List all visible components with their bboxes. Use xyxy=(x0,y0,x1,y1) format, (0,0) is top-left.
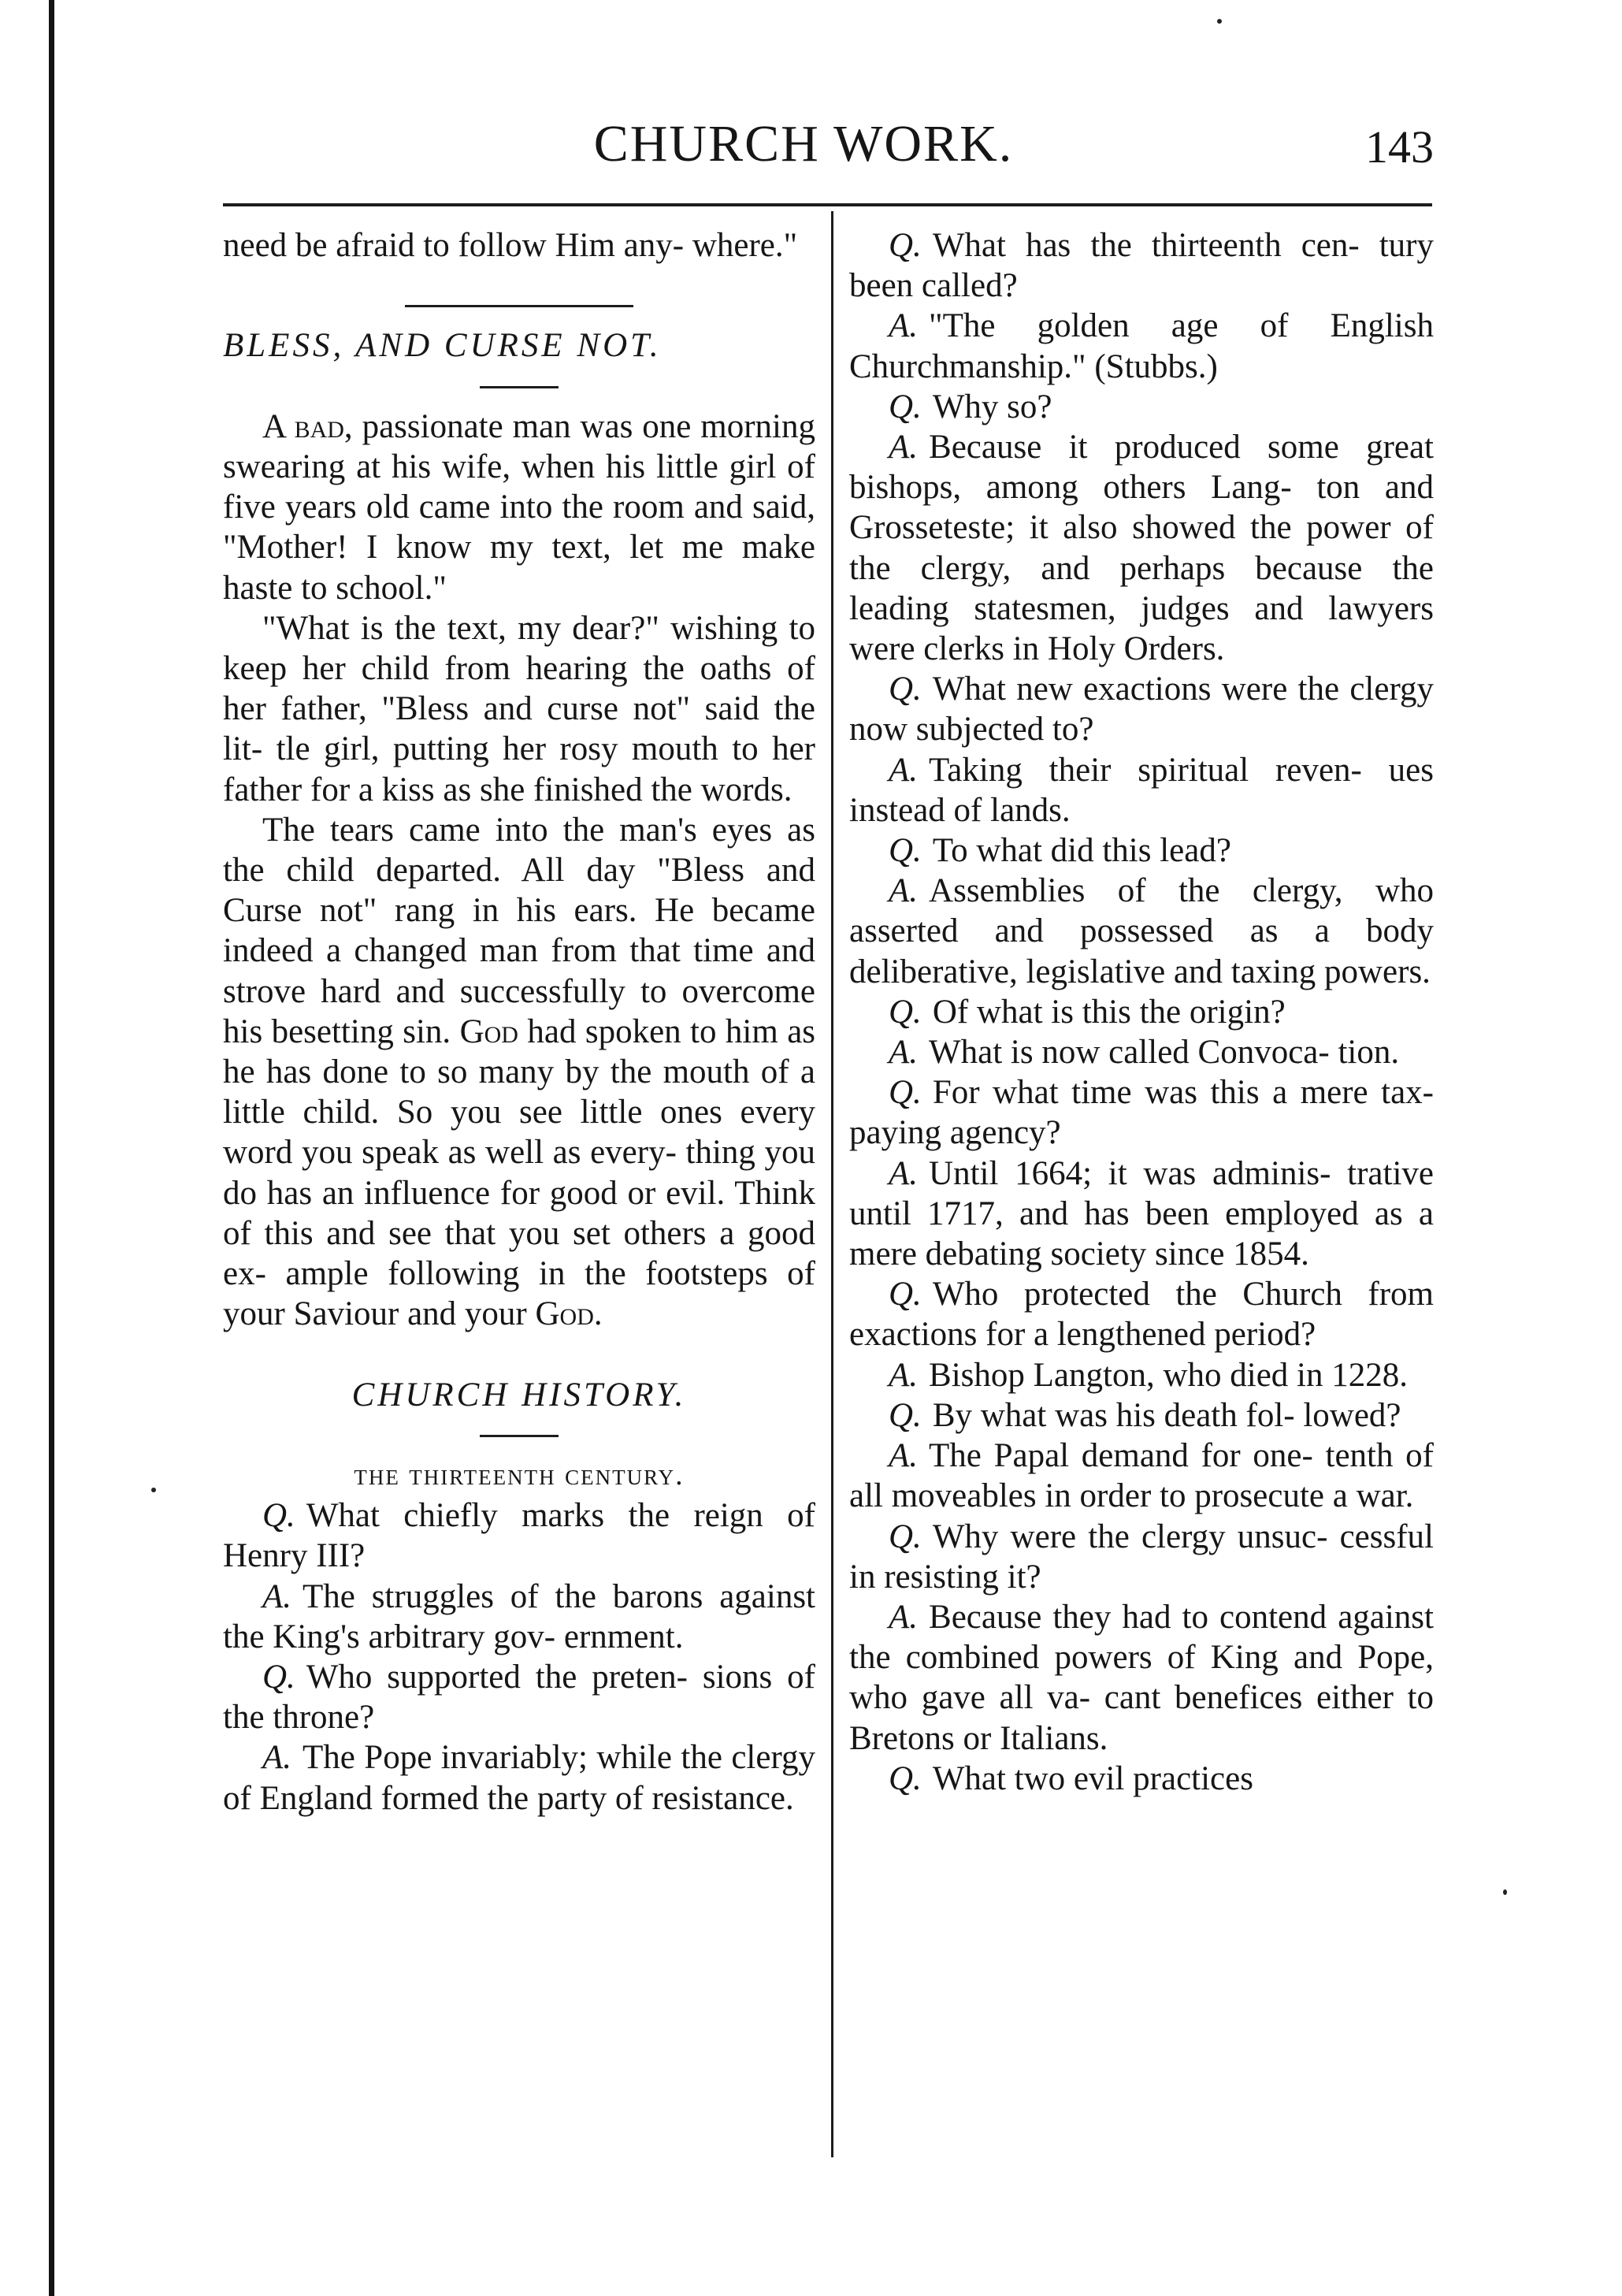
qa-text: Who supported the preten- sions of the throne? xyxy=(223,1659,815,1737)
qa-label: A. xyxy=(262,1577,292,1615)
qa-label: Q. xyxy=(889,1518,922,1555)
qa-label: A. xyxy=(262,1739,292,1777)
qa-entry xyxy=(849,992,1434,1032)
qa-label: Q. xyxy=(889,1759,922,1797)
continuation-text: need be afraid to follow Him any- where." xyxy=(223,227,798,264)
qa-entry xyxy=(849,830,1434,871)
spacer xyxy=(223,1334,815,1374)
qa-entry xyxy=(849,871,1434,992)
qa-text: Assemblies of the clergy, who asserted and possessed as a body deliberative, legislative and taxing powers. xyxy=(849,872,1434,990)
qa-entry xyxy=(849,1072,1434,1153)
qa-label: A. xyxy=(889,429,919,466)
qa-label: Q. xyxy=(889,388,922,425)
qa-text: Because they had to contend against the combined powers of King and Pope, who gave all va- cant benefices either to Bretons or Italians. xyxy=(849,1598,1434,1757)
section-heading-bless: BLESS, AND CURSE NOT. xyxy=(223,327,662,365)
qa-text: Because it produced some great bishops, among others Lang- ton and Grosseteste; it also showed the power of the clergy, and perhaps because the leading statesmen, judges and lawyers were clerks in Holy Orders. xyxy=(849,429,1434,668)
qa-label: Q. xyxy=(889,993,922,1031)
lead-in-text: A bad, xyxy=(262,407,353,445)
paragraph-text: passionate man was one morning swearing at his wife, when his little girl of five years old came into the room and said, "Mother! I know my text, let me make haste to school." xyxy=(223,407,815,607)
qa-entry xyxy=(849,225,1434,306)
qa-entry xyxy=(849,427,1434,669)
qa-label: Q. xyxy=(262,1659,295,1696)
qa-entry xyxy=(849,1154,1434,1275)
qa-entry xyxy=(849,306,1434,386)
qa-label: Q. xyxy=(262,1497,295,1535)
qa-entry xyxy=(223,1495,815,1576)
heading-rule xyxy=(223,1415,815,1455)
qa-label: A. xyxy=(889,751,919,789)
divine-name: God xyxy=(459,1012,518,1050)
qa-label: A. xyxy=(889,1034,919,1072)
running-header-title: CHURCH WORK. xyxy=(593,115,1014,173)
qa-entry xyxy=(849,1597,1434,1759)
qa-entry xyxy=(849,1759,1434,1799)
qa-entry xyxy=(849,1355,1434,1395)
qa-text: Why were the clergy unsuc- cessful in resisting it? xyxy=(849,1518,1434,1596)
header-rule xyxy=(223,203,1432,206)
qa-entry xyxy=(849,1395,1434,1436)
page-binding-edge xyxy=(49,0,54,2296)
qa-text: Who protected the Church from exactions for a lengthened period? xyxy=(849,1276,1434,1354)
qa-text: Why so? xyxy=(932,388,1052,425)
qa-text: What new exactions were the clergy now subjected to? xyxy=(849,671,1434,749)
heading-rule xyxy=(223,366,815,407)
qa-text: The struggles of the barons against the King's arbitrary gov- ernment. xyxy=(223,1577,815,1655)
qa-entry xyxy=(849,387,1434,427)
qa-text: Of what is this the origin? xyxy=(932,993,1286,1031)
qa-text: To what did this lead? xyxy=(932,832,1231,870)
qa-text: "The golden age of English Churchmanship." (Stubbs.) xyxy=(849,307,1434,385)
qa-label: A. xyxy=(889,872,919,910)
paragraph-text: had spoken to him as he has done to so many by the mouth of a little child. So you see little ones every word you speak as well as every- thing you do has an influence for good or evil. Think of this and see that you set others a good ex- ample following in the footsteps of your Saviour and your xyxy=(223,1012,816,1333)
qa-entry xyxy=(223,1657,815,1737)
qa-entry xyxy=(849,750,1434,830)
qa-text: What has the thirteenth cen- tury been called? xyxy=(849,227,1434,305)
qa-text: What is now called Convoca- tion. xyxy=(929,1034,1400,1072)
section-divider xyxy=(223,285,815,325)
qa-entry xyxy=(849,1274,1434,1354)
qa-text: Until 1664; it was adminis- trative until 1717, and has been employed as a mere debating society since 1854. xyxy=(849,1154,1434,1273)
divine-name: God. xyxy=(535,1295,603,1333)
qa-label: Q. xyxy=(889,1074,922,1112)
qa-label: Q. xyxy=(889,1276,922,1313)
qa-label: A. xyxy=(889,1356,919,1394)
qa-text: By what was his death fol- lowed? xyxy=(932,1396,1401,1434)
qa-entry xyxy=(849,1517,1434,1597)
paragraph xyxy=(223,810,815,1335)
qa-text: What chiefly marks the reign of Henry III? xyxy=(223,1497,815,1575)
column-divider xyxy=(831,211,833,2157)
ink-speck xyxy=(1503,1889,1507,1895)
spacer xyxy=(223,266,815,285)
ink-speck xyxy=(151,1488,156,1492)
page-number: 143 xyxy=(1365,121,1434,173)
qa-label: Q. xyxy=(889,832,922,870)
subheading-thirteenth-century: the thirteenth century. xyxy=(354,1458,685,1492)
qa-text: What two evil practices xyxy=(932,1759,1253,1797)
qa-label: A. xyxy=(889,1437,919,1475)
paragraph-text: The tears came into the man's eyes as the child departed. All day "Bless and Curse not" rang in his ears. He became indeed a changed man from that time and strove hard and successfully to overcome his besetting sin. xyxy=(223,811,815,1050)
qa-text: Taking their spiritual reven- ues instead of lands. xyxy=(849,751,1434,829)
left-column xyxy=(223,225,815,1819)
qa-text: Bishop Langton, who died in 1228. xyxy=(929,1356,1408,1394)
paragraph xyxy=(223,407,815,608)
qa-label: Q. xyxy=(889,227,922,264)
qa-label: A. xyxy=(889,1598,919,1636)
qa-entry xyxy=(223,1577,815,1657)
qa-label: Q. xyxy=(889,1396,922,1434)
ink-speck xyxy=(1217,19,1222,24)
qa-text: The Papal demand for one- tenth of all moveables in order to prosecute a war. xyxy=(849,1437,1434,1515)
qa-text: For what time was this a mere tax-paying agency? xyxy=(849,1074,1434,1152)
paragraph: "What is the text, my dear?" wishing to keep her child from hearing the oaths of her father, "Bless and curse not" said the lit- tle girl, putting her rosy mouth to her father for a kiss as she finished the words. xyxy=(223,609,815,808)
qa-entry xyxy=(849,1032,1434,1072)
qa-entry xyxy=(849,1436,1434,1516)
right-column xyxy=(849,225,1434,1799)
section-heading-church-history: CHURCH HISTORY. xyxy=(351,1376,687,1414)
qa-label: A. xyxy=(889,1154,919,1192)
qa-entry xyxy=(223,1737,815,1818)
qa-text: The Pope invariably; while the clergy of England formed the party of resistance. xyxy=(223,1739,815,1817)
qa-label: A. xyxy=(889,307,919,345)
qa-label: Q. xyxy=(889,671,922,708)
qa-entry xyxy=(849,669,1434,749)
